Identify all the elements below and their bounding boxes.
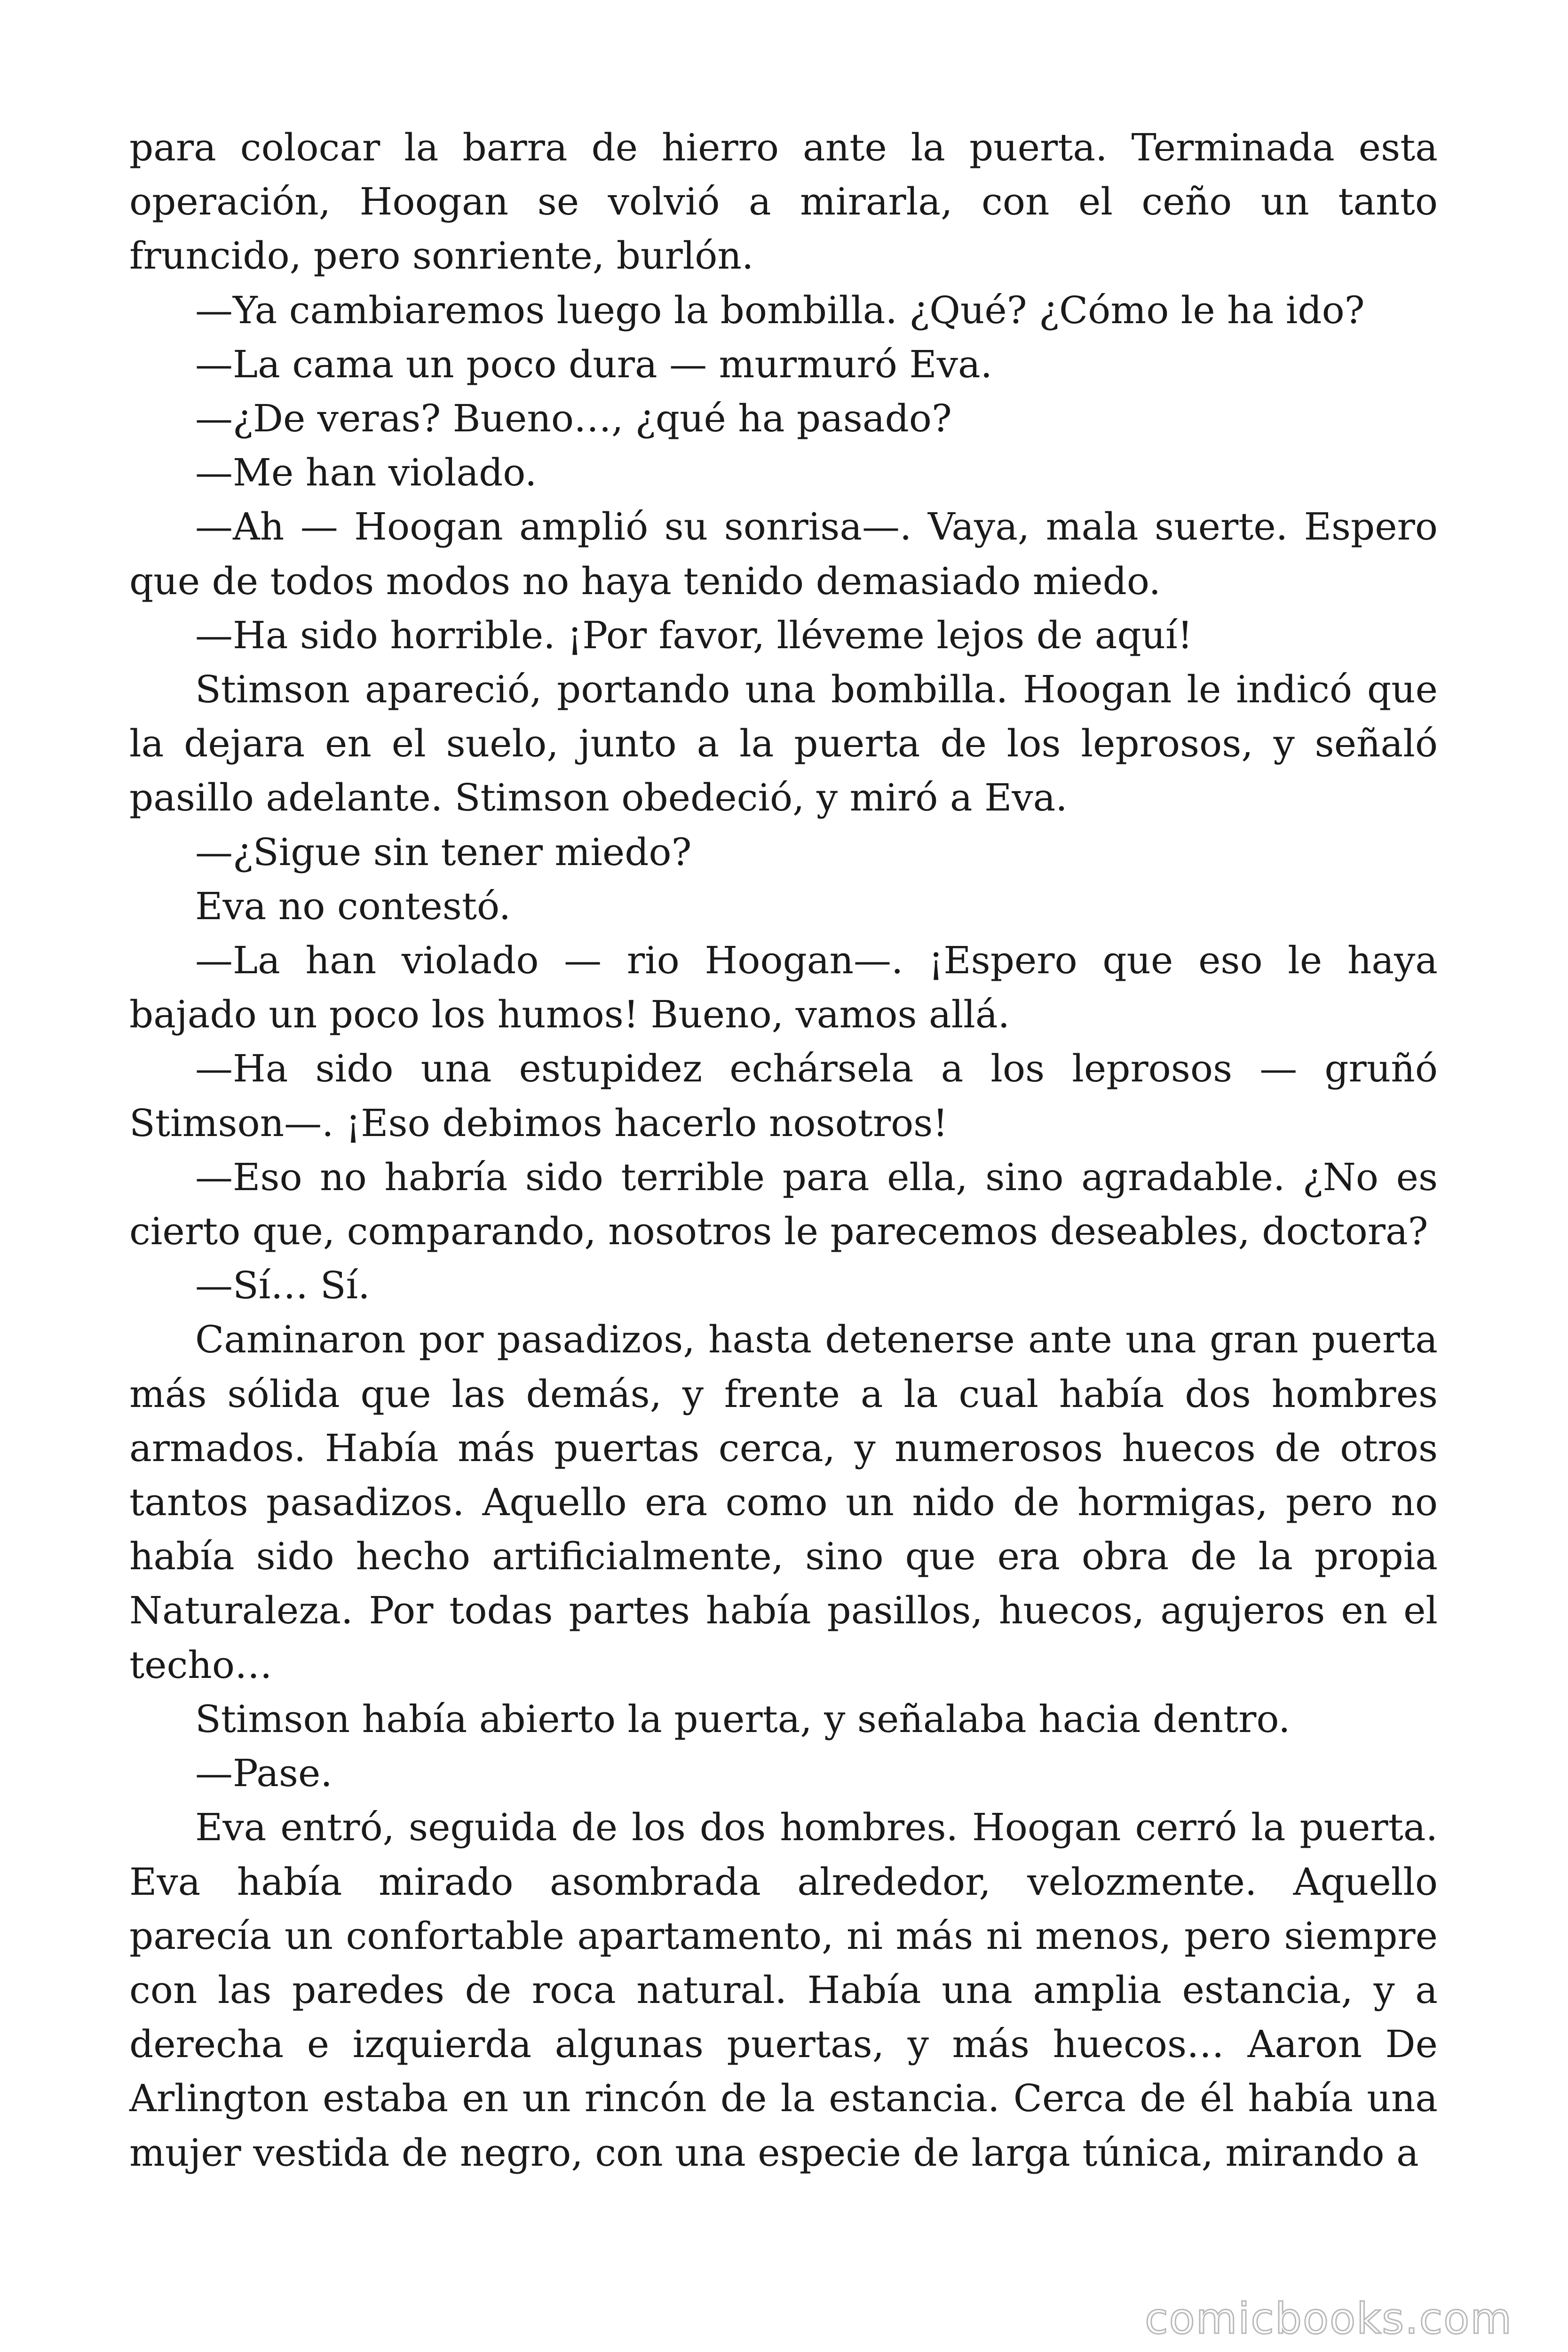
paragraph: —Pase. (195, 1751, 333, 1796)
body-text (129, 120, 1438, 2180)
paragraph: Eva entró, seguida de los dos hombres. Hoogan cerró la puerta. Eva había mirado asombrada alrededor, velozmente. Aquello parecía un confortable apartamento, ni más ni menos, pero siempre con las paredes de roca natural. Había una amplia estancia, y a derecha e izquierda algunas puertas, y más huecos… Aaron De Arlington estaba en un rincón de la estancia. Cerca de él había una mujer vestida de negro, con una especie de larga túnica, mirando a (129, 1805, 1438, 2175)
watermark: comicbooks.com (1145, 2294, 1513, 2344)
paragraph: —Sí… Sí. (195, 1263, 370, 1308)
paragraph: Stimson apareció, portando una bombilla. Hoogan le indicó que la dejara en el suelo, junto a la puerta de los leprosos, y señaló pasillo adelante. Stimson obedeció, y miró a Eva. (129, 667, 1438, 820)
paragraph: para colocar la barra de hierro ante la puerta. Terminada esta operación, Hoogan se volvió a mirarla, con el ceño un tanto fruncido, pero sonriente, burlón. (129, 126, 1438, 278)
paragraph: —Eso no habría sido terrible para ella, sino agradable. ¿No es cierto que, comparando, nosotros le parecemos deseables, doctora? (129, 1155, 1438, 1254)
paragraph: —Ha sido una estupidez echársela a los leprosos — gruñó Stimson—. ¡Eso debimos hacerlo nosotros! (129, 1047, 1438, 1145)
paragraph: Stimson había abierto la puerta, y señalaba hacia dentro. (195, 1697, 1291, 1741)
paragraph: Caminaron por pasadizos, hasta detenerse ante una gran puerta más sólida que las demás, y frente a la cual había dos hombres armados. Había más puertas cerca, y numerosos huecos de otros tantos pasadizos. Aquello era como un nido de hormigas, pero no había sido hecho artificialmente, sino que era obra de la propia Naturaleza. Por todas partes había pasillos, huecos, agujeros en el techo… (129, 1318, 1438, 1687)
paragraph: —La han violado — rio Hoogan—. ¡Espero que eso le haya bajado un poco los humos! Bueno, vamos allá. (129, 938, 1438, 1037)
paragraph: —Ha sido horrible. ¡Por favor, lléveme lejos de aquí! (195, 613, 1193, 657)
paragraph: —Ya cambiaremos luego la bombilla. ¿Qué? ¿Cómo le ha ido? (195, 288, 1365, 332)
paragraph: —¿Sigue sin tener miedo? (195, 830, 692, 874)
paragraph: —Me han violado. (195, 451, 537, 495)
paragraph: —¿De veras? Bueno…, ¿qué ha pasado? (195, 397, 952, 441)
paragraph: —La cama un poco dura — murmuró Eva. (195, 342, 993, 386)
paragraph: —Ah — Hoogan amplió su sonrisa—. Vaya, mala suerte. Espero que de todos modos no haya tenido demasiado miedo. (129, 505, 1438, 603)
paragraph: Eva no contestó. (195, 884, 511, 928)
